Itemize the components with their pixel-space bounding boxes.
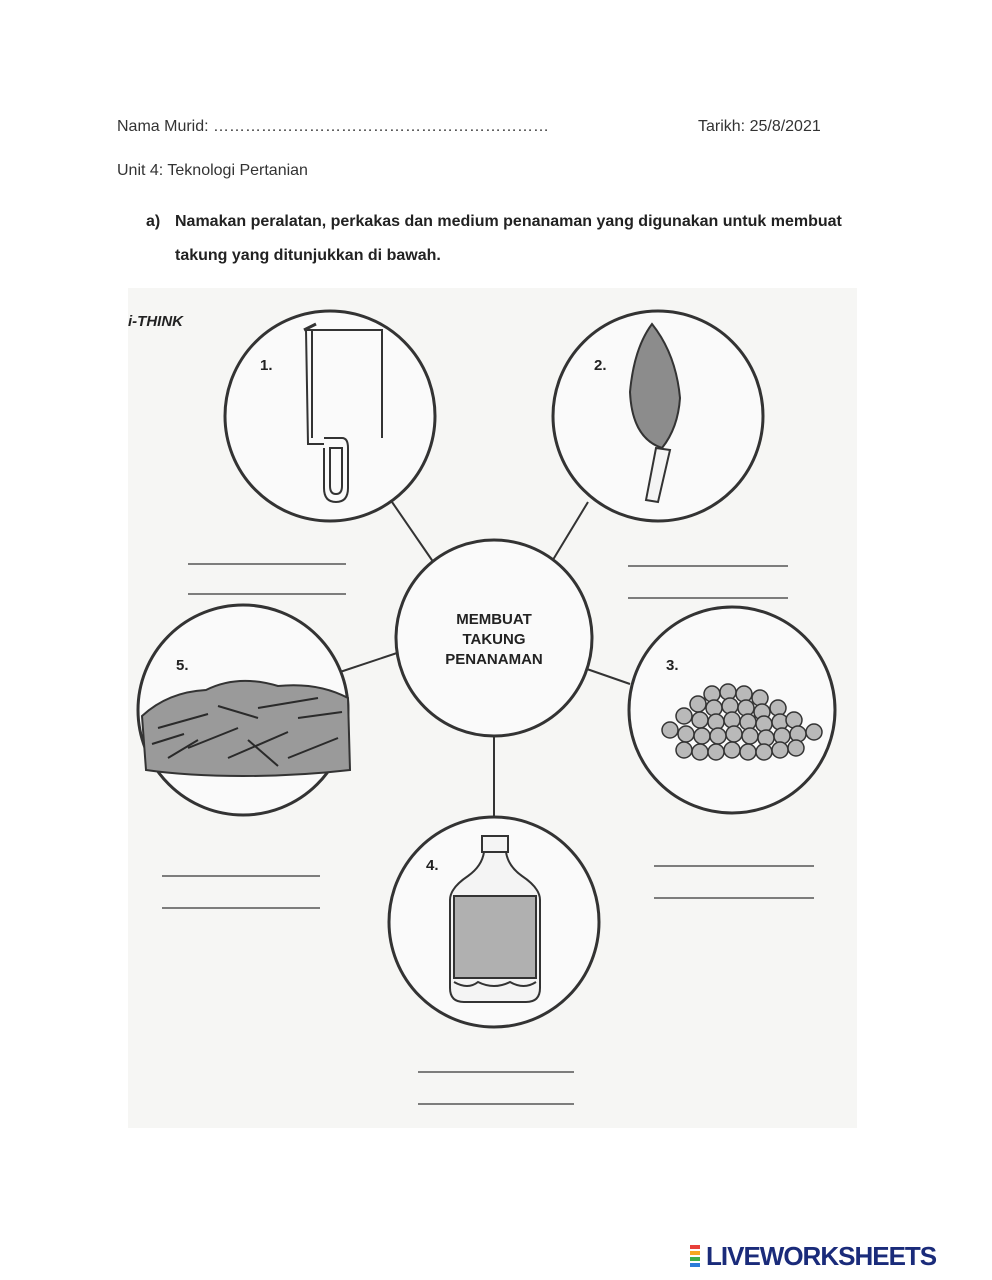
logo-wordmark: LIVEWORKSHEETS	[706, 1240, 937, 1271]
item-4-circle	[389, 817, 599, 1027]
date-label: Tarikh: 25/8/2021	[698, 118, 821, 135]
question-label: a)	[146, 213, 161, 230]
item-1-number: 1.	[260, 357, 273, 374]
center-text-line2: TAKUNG	[462, 631, 526, 648]
item-4-number: 4.	[426, 857, 439, 874]
item-5-number: 5.	[176, 657, 189, 674]
ithink-diagram-scan	[128, 288, 857, 1128]
ithink-tag: i-THINK	[128, 313, 183, 330]
student-name-field: Nama Murid: ………………………………………………………	[117, 118, 550, 135]
unit-title: Unit 4: Teknologi Pertanian	[117, 162, 308, 179]
question-text: Namakan peralatan, perkakas dan medium penanaman yang digunakan untuk membuat takung yang ditunjukkan di bawah.	[175, 213, 842, 264]
item-3-number: 3.	[666, 657, 679, 674]
item-2-number: 2.	[594, 357, 607, 374]
bubble-map	[128, 288, 857, 1128]
item-1-circle	[225, 311, 435, 521]
center-text-line1: MEMBUAT	[456, 611, 532, 628]
item-3-circle	[629, 607, 835, 813]
logo-bars-icon	[690, 1245, 700, 1267]
center-text-line3: PENANAMAN	[445, 651, 543, 668]
item-5-circle	[138, 605, 350, 815]
liveworksheets-logo	[690, 1240, 936, 1272]
item-2-circle	[553, 311, 763, 521]
